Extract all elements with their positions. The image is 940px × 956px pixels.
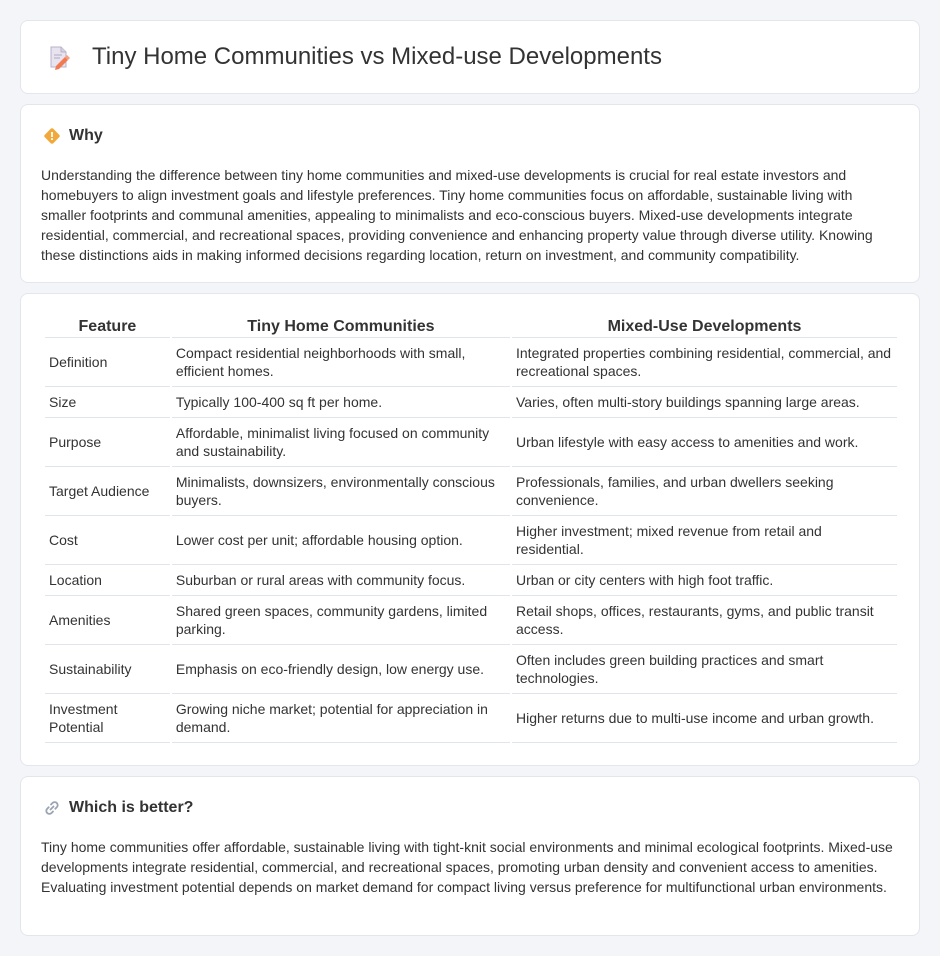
tiny-home-cell: Suburban or rural areas with community focus.: [172, 565, 510, 596]
table-row: [45, 694, 897, 743]
diamond-warning-icon: [43, 127, 61, 145]
feature-cell: Purpose: [45, 418, 170, 467]
page-title: Tiny Home Communities vs Mixed-use Developments: [92, 43, 662, 70]
which-is-better-body: Tiny home communities offer affordable, sustainable living with tight-knit social environments and minimal ecological footprints. Mixed-use developments integrate residential, commercial, and recreational spaces, promoting urban density and convenient access to amenities. Evaluating investment potential depends on market demand for compact living versus preference for multifunctional urban environments.: [41, 839, 893, 895]
mixed-use-cell: Urban or city centers with high foot traffic.: [512, 565, 897, 596]
feature-cell: Target Audience: [45, 467, 170, 516]
feature-cell: Sustainability: [45, 645, 170, 694]
which-is-better-section: [20, 776, 920, 936]
why-section: [20, 104, 920, 283]
tiny-home-cell: Emphasis on eco-friendly design, low energy use.: [172, 645, 510, 694]
column-header: Feature: [45, 316, 170, 338]
table-row: [45, 596, 897, 645]
table-header-row: [45, 316, 897, 338]
feature-cell: Size: [45, 387, 170, 418]
comparison-table-card: [20, 293, 920, 766]
tiny-home-cell: Compact residential neighborhoods with small, efficient homes.: [172, 338, 510, 387]
mixed-use-cell: Integrated properties combining residential, commercial, and recreational spaces.: [512, 338, 897, 387]
feature-cell: Definition: [45, 338, 170, 387]
mixed-use-cell: Retail shops, offices, restaurants, gyms, and public transit access.: [512, 596, 897, 645]
tiny-home-cell: Typically 100-400 sq ft per home.: [172, 387, 510, 418]
document-pencil-icon: [46, 44, 72, 70]
tiny-home-cell: Lower cost per unit; affordable housing option.: [172, 516, 510, 565]
which-is-better-title: Which is better?: [69, 799, 194, 816]
mixed-use-cell: Urban lifestyle with easy access to amenities and work.: [512, 418, 897, 467]
comparison-table: [43, 316, 899, 743]
feature-cell: Cost: [45, 516, 170, 565]
table-row: [45, 387, 897, 418]
table-row: [45, 645, 897, 694]
tiny-home-cell: Shared green spaces, community gardens, limited parking.: [172, 596, 510, 645]
mixed-use-cell: Higher returns due to multi-use income and urban growth.: [512, 694, 897, 743]
feature-cell: Amenities: [45, 596, 170, 645]
mixed-use-cell: Professionals, families, and urban dwellers seeking convenience.: [512, 467, 897, 516]
table-row: [45, 418, 897, 467]
column-header: Mixed-Use Developments: [512, 316, 897, 338]
why-body: Understanding the difference between tiny home communities and mixed-use developments is crucial for real estate investors and homebuyers to align investment goals and lifestyle preferences. Tiny home communities focus on affordable, sustainable living with smaller footprints and communal amenities, appealing to minimalists and eco-conscious buyers. Mixed-use developments integrate residential, commercial, and recreational spaces, providing convenience and enhancing property value through diverse utility. Knowing these distinctions aids in making informed decisions regarding location, return on investment, and community compatibility.: [41, 167, 873, 263]
tiny-home-cell: Affordable, minimalist living focused on community and sustainability.: [172, 418, 510, 467]
mixed-use-cell: Often includes green building practices and smart technologies.: [512, 645, 897, 694]
column-header: Tiny Home Communities: [172, 316, 510, 338]
feature-cell: Location: [45, 565, 170, 596]
feature-cell: Investment Potential: [45, 694, 170, 743]
mixed-use-cell: Varies, often multi-story buildings spanning large areas.: [512, 387, 897, 418]
mixed-use-cell: Higher investment; mixed revenue from retail and residential.: [512, 516, 897, 565]
link-icon: [43, 799, 61, 817]
tiny-home-cell: Minimalists, downsizers, environmentally conscious buyers.: [172, 467, 510, 516]
header-card: [20, 20, 920, 94]
why-title: Why: [69, 127, 103, 144]
table-row: [45, 565, 897, 596]
tiny-home-cell: Growing niche market; potential for appreciation in demand.: [172, 694, 510, 743]
table-row: [45, 516, 897, 565]
table-row: [45, 467, 897, 516]
table-row: [45, 338, 897, 387]
